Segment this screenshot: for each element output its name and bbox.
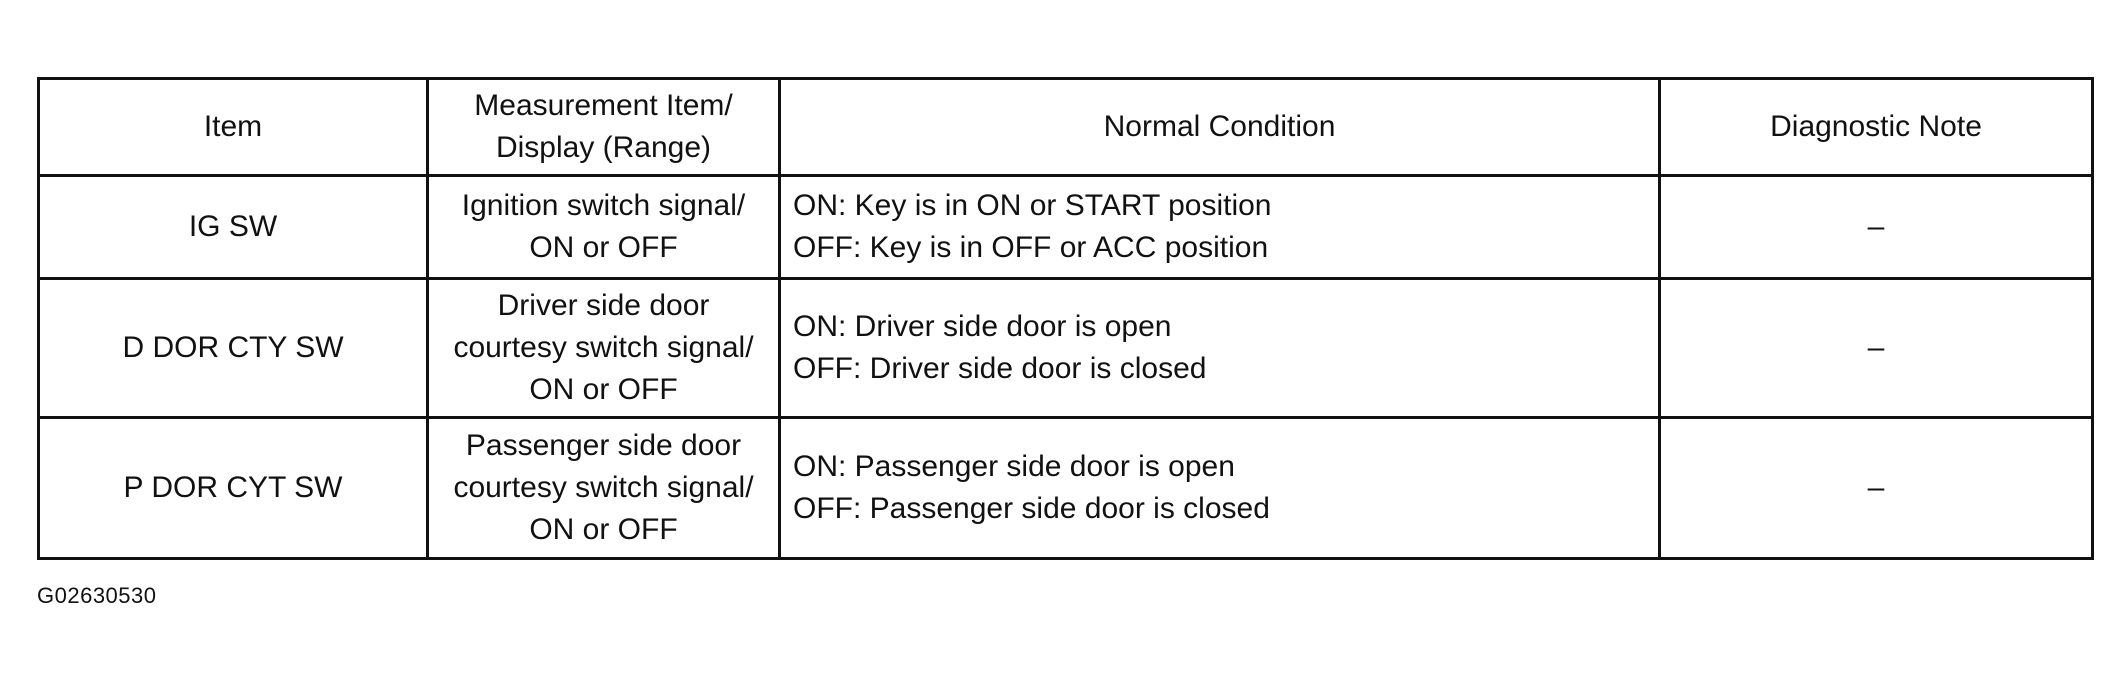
cell-diagnostic-note bbox=[1660, 176, 2093, 279]
condition-line: ON: Passenger side door is open bbox=[793, 450, 1235, 483]
header-diagnostic-note: Diagnostic Note bbox=[1660, 79, 2093, 176]
header-item: Item bbox=[39, 79, 428, 176]
header-measurement-line-1: Measurement Item/ bbox=[474, 89, 733, 122]
note-dash: – bbox=[1867, 210, 1885, 243]
cell-diagnostic-note bbox=[1660, 418, 2093, 559]
table-row bbox=[39, 279, 2093, 418]
cell-normal-condition bbox=[780, 279, 1660, 418]
table-row bbox=[39, 176, 2093, 279]
measurement-line: courtesy switch signal/ bbox=[453, 471, 754, 504]
table-header-row bbox=[39, 79, 2093, 176]
measurement-line: courtesy switch signal/ bbox=[453, 331, 754, 364]
note-dash: – bbox=[1867, 331, 1885, 364]
condition-line: ON: Driver side door is open bbox=[793, 310, 1172, 343]
table-row bbox=[39, 418, 2093, 559]
cell-measurement bbox=[428, 279, 780, 418]
header-measurement bbox=[428, 79, 780, 176]
measurement-line: ON or OFF bbox=[529, 231, 678, 264]
cell-item: P DOR CYT SW bbox=[39, 418, 428, 559]
condition-line: OFF: Passenger side door is closed bbox=[793, 492, 1270, 525]
cell-measurement bbox=[428, 176, 780, 279]
cell-measurement bbox=[428, 418, 780, 559]
measurement-line: Ignition switch signal/ bbox=[461, 189, 746, 222]
header-measurement-line-2: Display (Range) bbox=[495, 131, 712, 164]
condition-line: OFF: Driver side door is closed bbox=[793, 352, 1207, 385]
cell-item: D DOR CTY SW bbox=[39, 279, 428, 418]
figure-code: G02630530 bbox=[37, 583, 157, 608]
cell-item: IG SW bbox=[39, 176, 428, 279]
measurement-line: Passenger side door bbox=[465, 429, 742, 462]
cell-normal-condition bbox=[780, 418, 1660, 559]
measurement-line: ON or OFF bbox=[529, 513, 678, 546]
data-list-table bbox=[37, 77, 2094, 560]
note-dash: – bbox=[1867, 471, 1885, 504]
cell-diagnostic-note bbox=[1660, 279, 2093, 418]
header-normal-condition: Normal Condition bbox=[780, 79, 1660, 176]
condition-line: OFF: Key is in OFF or ACC position bbox=[793, 231, 1269, 264]
condition-line: ON: Key is in ON or START position bbox=[793, 189, 1272, 222]
measurement-line: Driver side door bbox=[497, 289, 710, 322]
cell-normal-condition bbox=[780, 176, 1660, 279]
measurement-line: ON or OFF bbox=[529, 373, 678, 406]
